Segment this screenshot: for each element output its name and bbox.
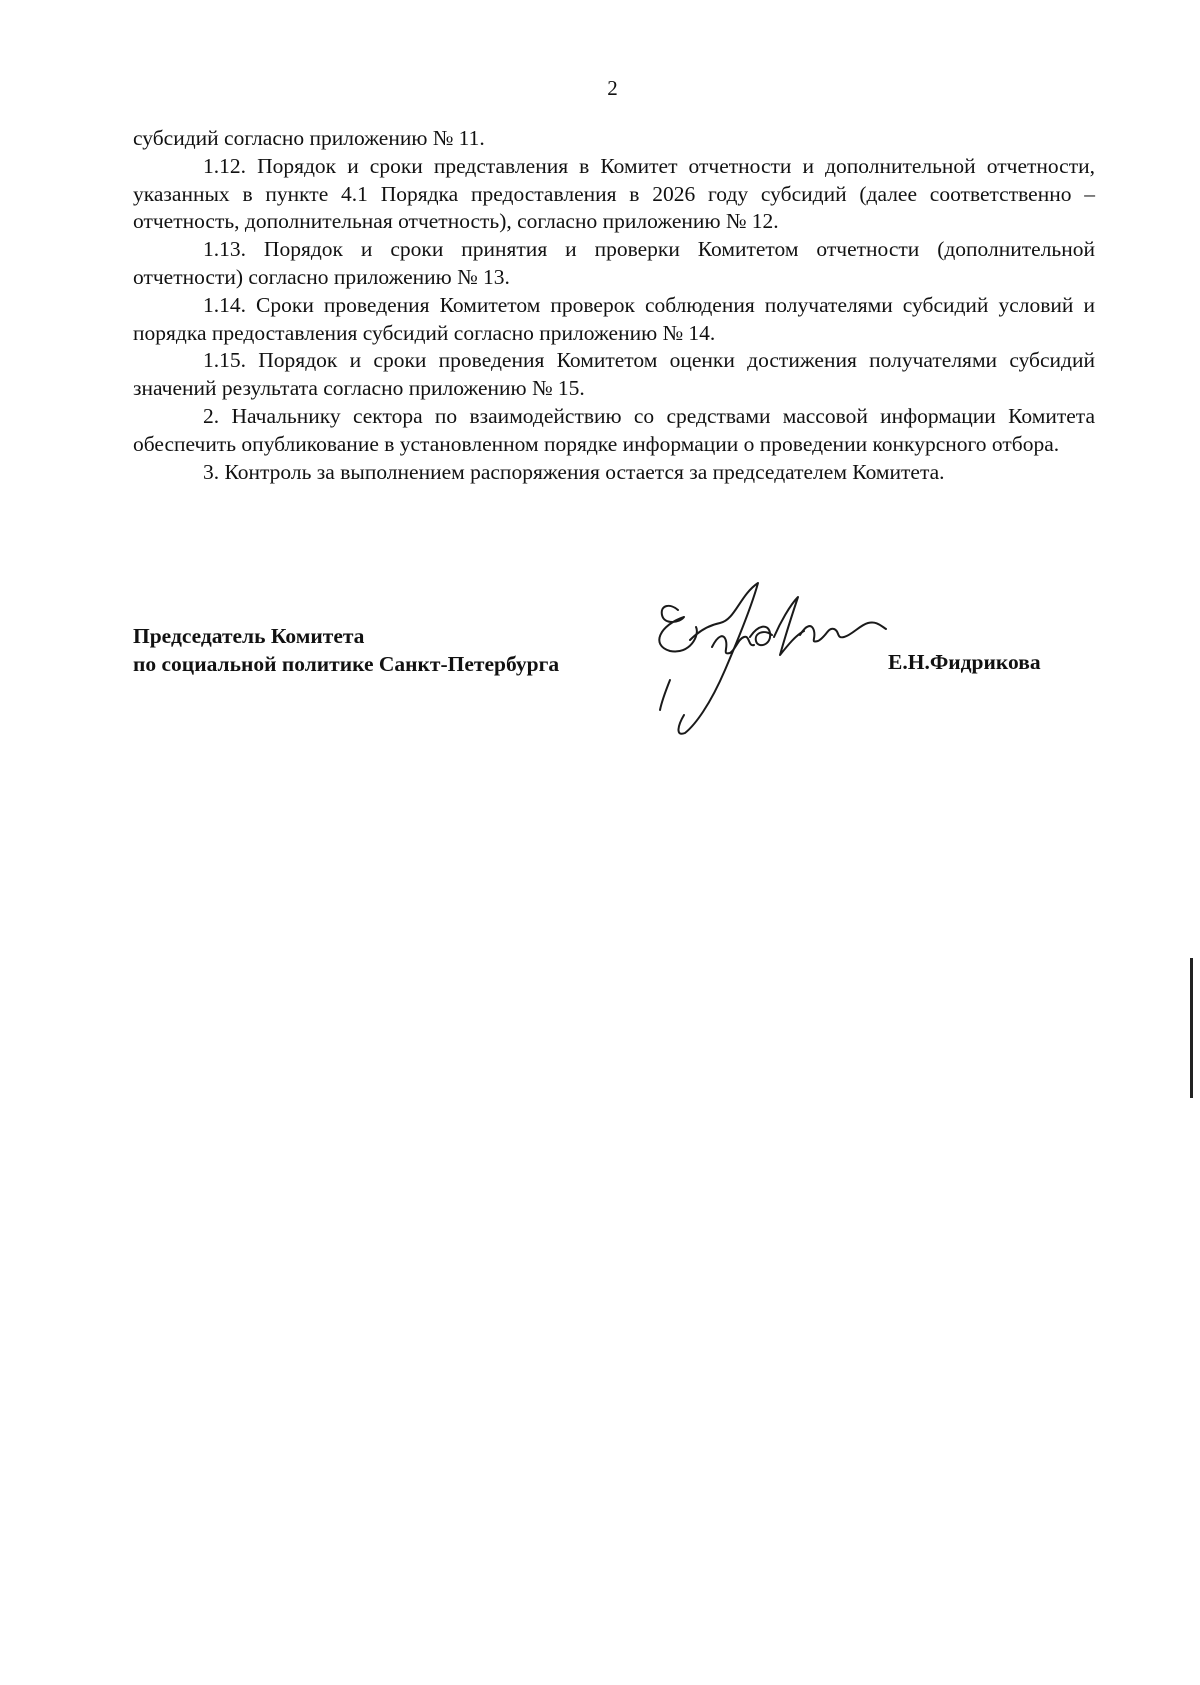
paragraph-continuation: субсидий согласно приложению № 11. <box>133 126 485 150</box>
paragraph-1-12: 1.12. Порядок и сроки представления в Комитет отчетности и дополнительной отчетности, указанных в пункте 4.1 Порядка предоставления в 2026 году субсидий (далее соответственно – отчетность, дополнительная отчетность), согласно приложению № 12. <box>133 153 1095 234</box>
signatory-title-line1: Председатель Комитета <box>133 624 365 648</box>
paragraph-1-13: 1.13. Порядок и сроки принятия и проверки Комитетом отчетности (дополнительной отчетности) согласно приложению № 13. <box>133 237 1095 289</box>
page-number: 2 <box>607 76 618 100</box>
signatory-name: Е.Н.Фидрикова <box>888 650 1041 674</box>
scan-edge-mark <box>1190 958 1193 1098</box>
handwritten-signature <box>640 575 910 740</box>
paragraph-1-14: 1.14. Сроки проведения Комитетом проверок соблюдения получателями субсидий условий и порядка предоставления субсидий согласно приложению № 14. <box>133 292 1095 345</box>
signatory-title-line2: по социальной политике Санкт-Петербурга <box>133 652 560 676</box>
paragraph-3: 3. Контроль за выполнением распоряжения остается за председателем Комитета. <box>203 459 945 484</box>
paragraph-2: 2. Начальнику сектора по взаимодействию со средствами массовой информации Комитета обеспечить опубликование в установленном порядке информации о проведении конкурсного отбора. <box>133 403 1095 456</box>
paragraph-1-15: 1.15. Порядок и сроки проведения Комитетом оценки достижения получателями субсидий значений результата согласно приложению № 15. <box>133 348 1095 401</box>
document-body <box>133 125 1095 486</box>
signatory-title <box>133 622 559 678</box>
